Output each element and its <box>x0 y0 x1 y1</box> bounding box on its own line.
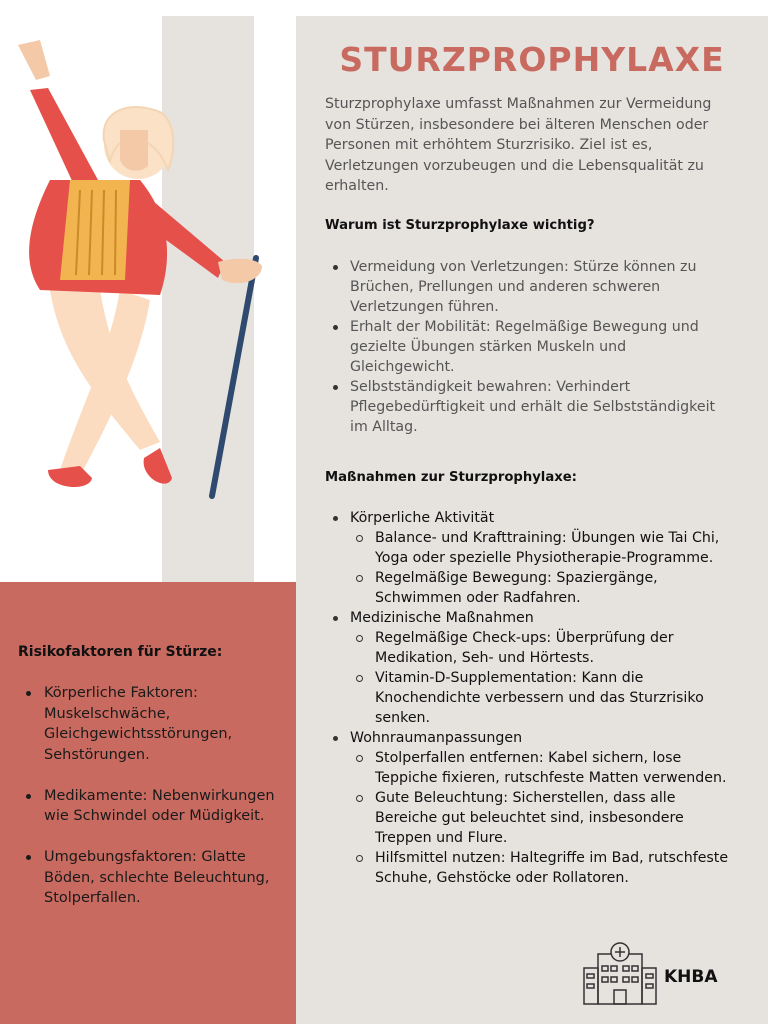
hospital-icon <box>580 940 660 1006</box>
why-heading: Warum ist Sturzprophylaxe wichtig? <box>325 218 595 233</box>
list-item: Gute Beleuchtung: Sicherstellen, dass alle Bereiche gut beleuchtet sind, insbesondere Treppen und Flure. <box>350 788 730 848</box>
measures-heading: Maßnahmen zur Sturzprophylaxe: <box>325 470 577 485</box>
logo-text: KHBA <box>664 967 718 987</box>
measure-group-label: Körperliche Aktivität <box>350 510 495 526</box>
measure-group <box>330 608 730 728</box>
list-item: Umgebungsfaktoren: Glatte Böden, schlechte Beleuchtung, Stolperfallen. <box>22 847 277 909</box>
list-item: Stolperfallen entfernen: Kabel sichern, lose Teppiche fixieren, rutschfeste Matten verwenden. <box>350 748 730 788</box>
list-item: Balance- und Krafttraining: Übungen wie Tai Chi, Yoga oder spezielle Physiotherapie-Programme. <box>350 528 730 568</box>
list-item: Vermeidung von Verletzungen: Stürze können zu Brüchen, Prellungen und anderen schweren Verletzungen führen. <box>330 257 730 317</box>
risk-heading: Risikofaktoren für Stürze: <box>18 644 223 660</box>
measure-group <box>330 728 730 888</box>
measure-group <box>330 508 730 608</box>
list-item: Vitamin-D-Supplementation: Kann die Knochendichte verbessern und das Sturzrisiko senken. <box>350 668 730 728</box>
why-list <box>330 257 730 437</box>
list-item: Hilfsmittel nutzen: Haltegriffe im Bad, rutschfeste Schuhe, Gehstöcke oder Rollatoren. <box>350 848 730 888</box>
list-item: Erhalt der Mobilität: Regelmäßige Bewegung und gezielte Übungen stärken Muskeln und Gleichgewicht. <box>330 317 730 377</box>
measure-group-label: Medizinische Maßnahmen <box>350 610 534 626</box>
elderly-woman-with-cane-illustration <box>0 30 300 510</box>
list-item: Selbstständigkeit bewahren: Verhindert Pflegebedürftigkeit und erhält die Selbstständigkeit im Alltag. <box>330 377 730 437</box>
measure-sublist <box>350 748 730 888</box>
list-item: Regelmäßige Check-ups: Überprüfung der Medikation, Seh- und Hörtests. <box>350 628 730 668</box>
measure-sublist <box>350 628 730 728</box>
measure-group-label: Wohnraumanpassungen <box>350 730 523 746</box>
risk-list <box>22 683 277 929</box>
intro-text: Sturzprophylaxe umfasst Maßnahmen zur Vermeidung von Stürzen, insbesondere bei älteren Menschen oder Personen mit erhöhtem Sturzrisiko. Ziel ist es, Verletzungen vorzubeugen und die Lebensqualität zu erhalten. <box>325 96 712 194</box>
list-item: Körperliche Faktoren: Muskelschwäche, Gleichgewichtsstörungen, Sehstörungen. <box>22 683 277 765</box>
measure-sublist <box>350 528 730 608</box>
list-item: Regelmäßige Bewegung: Spaziergänge, Schwimmen oder Radfahren. <box>350 568 730 608</box>
list-item: Medikamente: Nebenwirkungen wie Schwindel oder Müdigkeit. <box>22 786 277 827</box>
measures-list <box>330 508 730 888</box>
page-title: STURZPROPHYLAXE <box>339 40 725 79</box>
